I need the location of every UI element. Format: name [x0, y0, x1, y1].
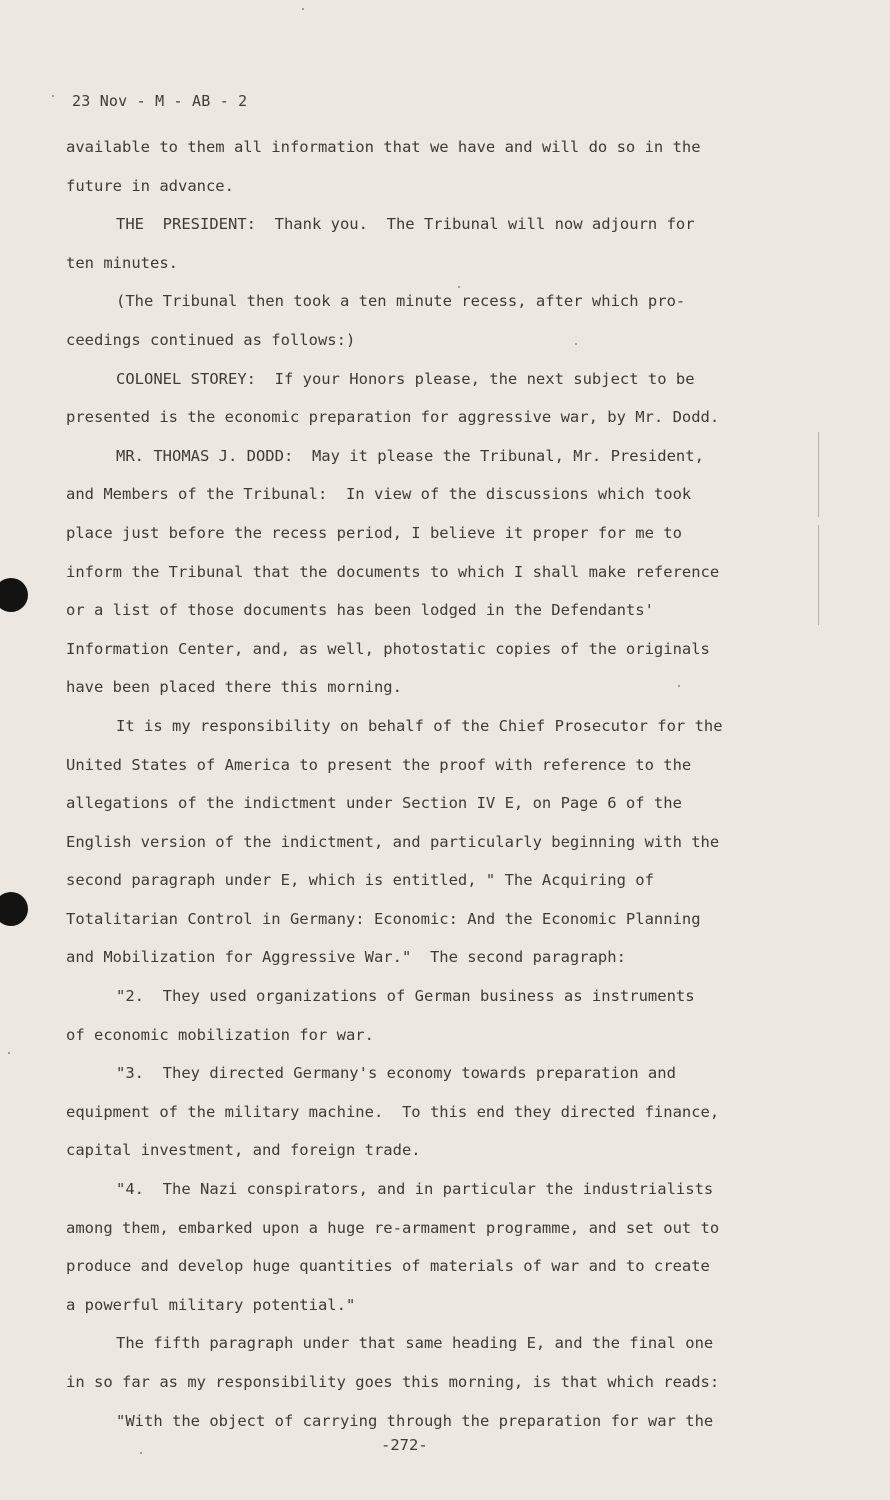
text-line: ten minutes. [66, 253, 178, 272]
text-line: and Members of the Tribunal: In view of the discussions which took [66, 485, 692, 504]
text-line: available to them all information that we have and will do so in the [66, 138, 701, 156]
text-line: place just before the recess period, I believe it proper for me to [66, 523, 682, 542]
text-line: future in advance. [66, 176, 234, 195]
text-line: "2. They used organizations of German business as instruments [116, 987, 695, 1006]
text-line: among them, embarked upon a huge re-armament programme, and set out to [66, 1218, 720, 1237]
paper-speck [140, 1452, 142, 1454]
text-line: allegations of the indictment under Section IV E, on Page 6 of the [66, 794, 682, 813]
page-number: -272- [381, 1436, 428, 1454]
text-line: a powerful military potential." [66, 1295, 356, 1314]
text-line: Information Center, and, as well, photostatic copies of the originals [66, 639, 710, 658]
text-line: second paragraph under E, which is entitled, " The Acquiring of [66, 871, 654, 890]
margin-mark [818, 525, 819, 625]
text-line: equipment of the military machine. To this end they directed finance, [66, 1102, 720, 1121]
text-line: in so far as my responsibility goes this morning, is that which reads: [66, 1373, 720, 1391]
text-line: "3. They directed Germany's economy towards preparation and [116, 1064, 676, 1083]
margin-mark [818, 432, 819, 517]
text-line: "With the object of carrying through the preparation for war the [116, 1411, 714, 1430]
transcript-body [66, 128, 746, 1440]
punch-hole [0, 578, 28, 612]
punch-hole [0, 892, 28, 926]
text-line: capital investment, and foreign trade. [66, 1141, 421, 1160]
text-line: COLONEL STOREY: If your Honors please, the next subject to be [116, 369, 695, 388]
text-line: (The Tribunal then took a ten minute recess, after which pro- [116, 292, 686, 311]
text-line: THE PRESIDENT: Thank you. The Tribunal will now adjourn for [116, 215, 695, 234]
text-line: Totalitarian Control in Germany: Economic: And the Economic Planning [66, 909, 701, 928]
paper-speck [302, 8, 304, 10]
text-line: English version of the indictment, and particularly beginning with the [66, 832, 720, 851]
text-line: of economic mobilization for war. [66, 1025, 374, 1044]
text-line: and Mobilization for Aggressive War." The second paragraph: [66, 948, 626, 967]
paper-speck [52, 95, 54, 97]
text-line: "4. The Nazi conspirators, and in particular the industrialists [116, 1180, 714, 1199]
text-line: United States of America to present the proof with reference to the [66, 755, 692, 774]
text-line: The fifth paragraph under that same heading E, and the final one [116, 1334, 714, 1353]
text-line: ceedings continued as follows:) [66, 330, 356, 349]
text-line: It is my responsibility on behalf of the Chief Prosecutor for the [116, 716, 723, 735]
text-line: produce and develop huge quantities of materials of war and to create [66, 1257, 710, 1276]
page-header: 23 Nov - M - AB - 2 [72, 92, 248, 110]
text-line: inform the Tribunal that the documents to which I shall make reference [66, 562, 720, 581]
text-line: have been placed there this morning. [66, 678, 402, 697]
text-line: presented is the economic preparation for aggressive war, by Mr. Dodd. [66, 408, 720, 427]
text-line: or a list of those documents has been lodged in the Defendants' [66, 601, 654, 620]
text-line: MR. THOMAS J. DODD: May it please the Tribunal, Mr. President, [116, 446, 704, 465]
paper-speck [8, 1052, 10, 1054]
